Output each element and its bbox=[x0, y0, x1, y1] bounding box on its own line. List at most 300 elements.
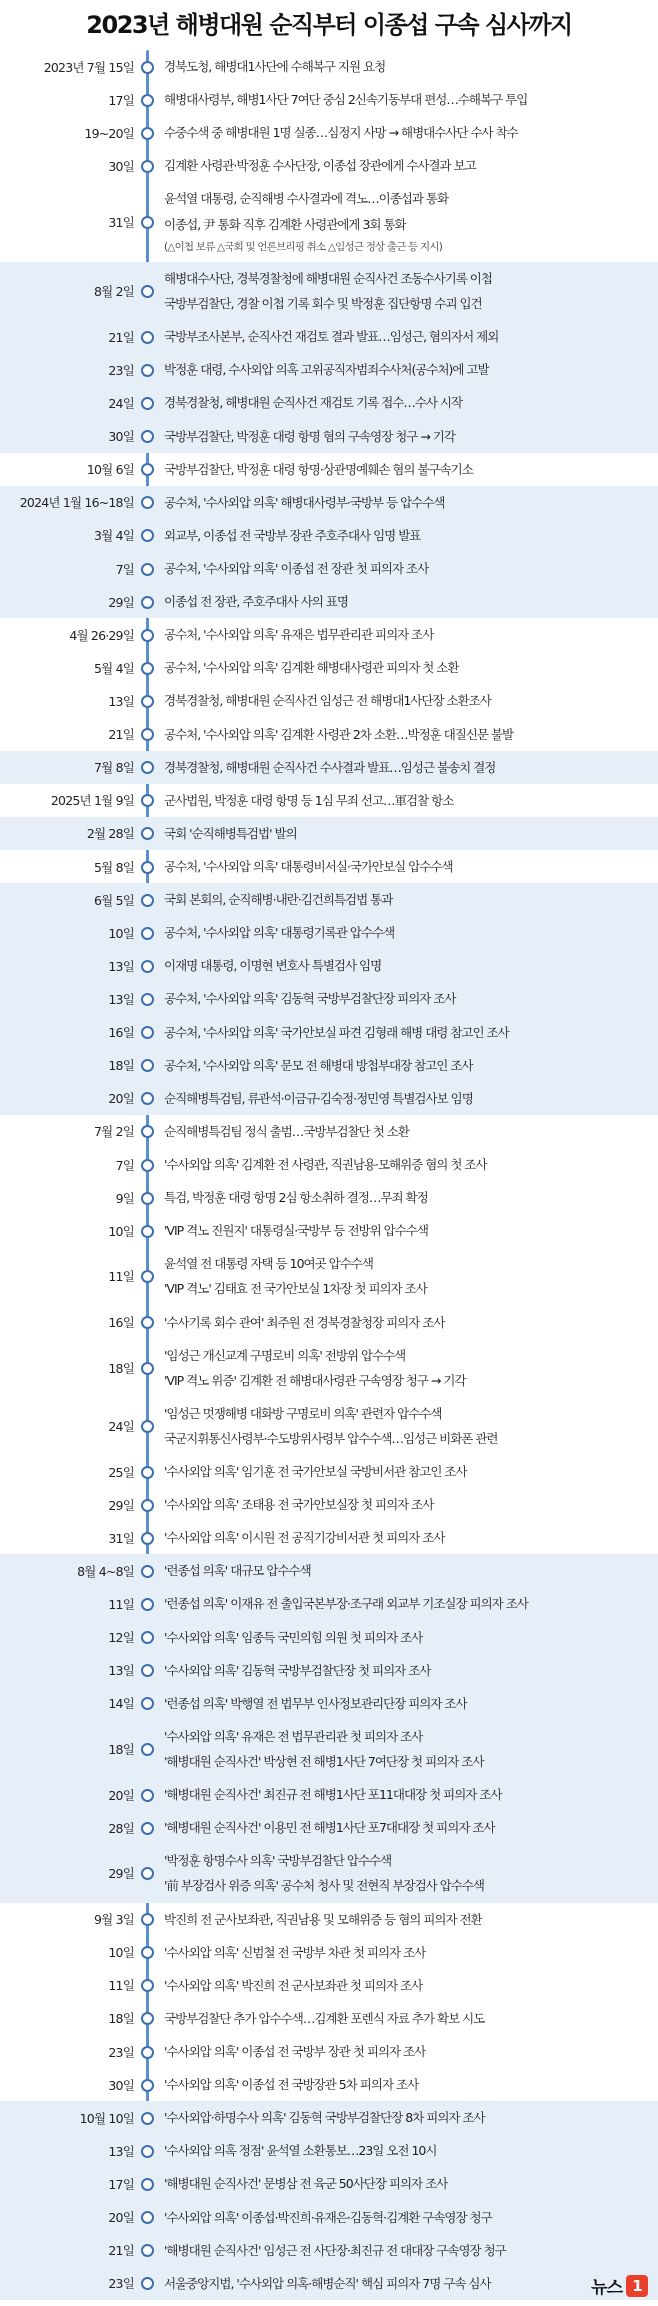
entry-date: 2023년 7월 15일 bbox=[43, 59, 134, 75]
entry-description bbox=[164, 1310, 646, 1335]
entry-line: 국회 '순직해병특검법' 발의 bbox=[164, 825, 297, 841]
entry-date: 21일 bbox=[108, 329, 134, 345]
entry-date: 2월 28일 bbox=[86, 826, 134, 842]
timeline-entry bbox=[0, 1397, 658, 1455]
entry-description bbox=[164, 2238, 646, 2263]
entry-line: '해병대원 순직사건' 임성근 전 사단장·최진규 전 대대장 구속영장 청구 bbox=[164, 2242, 506, 2258]
entry-date: 5월 8일 bbox=[93, 859, 134, 875]
entry-description bbox=[164, 1907, 646, 1932]
entry-line: 박정훈 대령, 수사외압 의혹 고위공직자범죄수사처(공수처)에 고발 bbox=[164, 362, 489, 378]
entry-line: 이재명 대통령, 이명현 변호사 특별검사 임명 bbox=[164, 958, 382, 974]
timeline-dot-icon bbox=[141, 1565, 154, 1578]
entry-line: 공수처, '수사외압 의혹' 김계환 해병대사령관 피의자 첫 소환 bbox=[164, 660, 459, 676]
entry-date: 23일 bbox=[108, 2044, 134, 2060]
entry-description bbox=[164, 2072, 646, 2097]
entry-date: 7일 bbox=[115, 561, 134, 577]
timeline-entry bbox=[0, 1214, 658, 1247]
timeline-dot-icon bbox=[141, 216, 154, 229]
timeline-dot-icon bbox=[141, 1159, 154, 1172]
entry-description bbox=[164, 490, 646, 515]
entry-date: 24일 bbox=[108, 1418, 134, 1434]
entry-date: 23일 bbox=[108, 2276, 134, 2292]
timeline-dot-icon bbox=[141, 430, 154, 443]
entry-description bbox=[164, 1940, 646, 1965]
entry-date: 5월 4일 bbox=[93, 660, 134, 676]
entry-date: 4월 26·29일 bbox=[69, 627, 134, 643]
entry-description bbox=[164, 953, 646, 978]
entry-date: 13일 bbox=[108, 2143, 134, 2159]
entry-line: '수사외압 의혹' 이종섭 전 국방장관 5차 피의자 조사 bbox=[164, 2077, 419, 2093]
timeline-entry bbox=[0, 684, 658, 717]
timeline-entry bbox=[0, 1903, 658, 1936]
entry-line: '수사기록 회수 관여' 최주원 전 경북경찰청장 피의자 조사 bbox=[164, 1314, 445, 1330]
entry-line: 국방부검찰단, 박정훈 대령 항명 혐의 구속영장 청구 → 기각 bbox=[164, 428, 455, 444]
timeline-entry bbox=[0, 1521, 658, 1554]
timeline-entry bbox=[0, 1148, 658, 1181]
timeline-dot-icon bbox=[141, 993, 154, 1006]
entry-line: 이종섭 전 장관, 주호주대사 사의 표명 bbox=[164, 594, 348, 610]
timeline-dot-icon bbox=[141, 1499, 154, 1512]
entry-description bbox=[164, 1558, 646, 1583]
entry-date: 10월 6일 bbox=[86, 462, 134, 478]
entry-line: '해병대원 순직사건' 박상현 전 해병1사단 7여단장 첫 피의자 조사 bbox=[164, 1754, 484, 1770]
entry-description bbox=[164, 1020, 646, 1045]
entry-description bbox=[164, 2039, 646, 2064]
entry-description bbox=[164, 1119, 646, 1144]
entry-date: 2024년 1월 16~18일 bbox=[19, 495, 134, 511]
timeline-entry bbox=[0, 1587, 658, 1620]
timeline-dot-icon bbox=[141, 1979, 154, 1992]
entry-description bbox=[164, 1691, 646, 1716]
entry-description bbox=[164, 2205, 646, 2230]
entry-line: '수사외압·하명수사 의혹' 김동혁 국방부검찰단장 8차 피의자 조사 bbox=[164, 2110, 485, 2126]
entry-description bbox=[164, 722, 646, 747]
timeline-dot-icon bbox=[141, 2046, 154, 2059]
timeline-dot-icon bbox=[141, 285, 154, 298]
entry-date: 10일 bbox=[108, 1945, 134, 1961]
timeline-entry bbox=[0, 883, 658, 916]
timeline-dot-icon bbox=[141, 2079, 154, 2092]
timeline-entry bbox=[0, 1811, 658, 1844]
timeline-entry bbox=[0, 182, 658, 262]
timeline-entry bbox=[0, 386, 658, 419]
timeline-entry bbox=[0, 2068, 658, 2101]
entry-line: 순직해병특검팀 정식 출범…국방부검찰단 첫 소환 bbox=[164, 1123, 409, 1139]
timeline-dot-icon bbox=[141, 1026, 154, 1039]
timeline-entry bbox=[0, 353, 658, 386]
entry-description bbox=[164, 1185, 646, 1210]
entry-date: 11일 bbox=[108, 1597, 134, 1613]
entry-description bbox=[164, 87, 646, 112]
entry-date: 31일 bbox=[108, 215, 134, 231]
entry-date: 13일 bbox=[108, 693, 134, 709]
timeline-entry bbox=[0, 2201, 658, 2234]
entry-description bbox=[164, 357, 646, 382]
entry-line: '前 부장검사 위증 의혹' 공수처 청사 및 전현직 부장검사 압수수색 bbox=[164, 1878, 485, 1894]
logo-text: 뉴스 bbox=[591, 2278, 622, 2298]
entry-line: '수사외압 의혹' 이종섭·박진희·유재은·김동혁·김계환 구속영장 청구 bbox=[164, 2209, 492, 2225]
entry-description bbox=[164, 821, 646, 846]
entry-date: 30일 bbox=[108, 2077, 134, 2093]
timeline-dot-icon bbox=[141, 61, 154, 74]
entry-date: 24일 bbox=[108, 395, 134, 411]
entry-line: 'VIP 격노 진원지' 대통령실·국방부 등 전방위 압수수색 bbox=[164, 1223, 428, 1239]
entry-description bbox=[164, 1053, 646, 1078]
entry-line: 외교부, 이종섭 전 국방부 장관 주호주대사 임명 발표 bbox=[164, 527, 421, 543]
entry-line: 공수처, '수사외압 의혹' 대통령비서실·국가안보실 압수수색 bbox=[164, 858, 453, 874]
timeline-entry bbox=[0, 817, 658, 850]
entry-description bbox=[164, 186, 646, 258]
entry-date: 13일 bbox=[108, 991, 134, 1007]
timeline-entry bbox=[0, 1181, 658, 1214]
timeline-dot-icon bbox=[141, 1913, 154, 1926]
entry-line: 국방부검찰단, 박정훈 대령 항명·상관명예훼손 혐의 불구속기소 bbox=[164, 461, 473, 477]
timeline-entry bbox=[0, 1554, 658, 1587]
entry-line: 공수처, '수사외압 의혹' 유재은 법무관리관 피의자 조사 bbox=[164, 627, 434, 643]
entry-date: 18일 bbox=[108, 2011, 134, 2027]
timeline-dot-icon bbox=[141, 1192, 154, 1205]
entry-description bbox=[164, 1251, 646, 1301]
timeline-dot-icon bbox=[141, 160, 154, 173]
entry-date: 3월 4일 bbox=[93, 528, 134, 544]
timeline-entry bbox=[0, 1016, 658, 1049]
entry-description bbox=[164, 1782, 646, 1807]
timeline-dot-icon bbox=[141, 1598, 154, 1611]
entry-line: '임성근 개신교계 구명로비 의혹' 전방위 압수수색 bbox=[164, 1347, 406, 1363]
entry-date: 29일 bbox=[108, 1497, 134, 1513]
timeline-entry bbox=[0, 486, 658, 519]
timeline-entry bbox=[0, 949, 658, 982]
entry-line: 'VIP 격노' 김태효 전 국가안보실 1차장 첫 피의자 조사 bbox=[164, 1281, 427, 1297]
timeline-dot-icon bbox=[141, 728, 154, 741]
timeline-entry bbox=[0, 149, 658, 182]
entry-line: 윤석열 대통령, 순직해병 수사결과에 격노…이종섭과 통화 bbox=[164, 191, 449, 207]
entry-description bbox=[164, 1218, 646, 1243]
timeline-dot-icon bbox=[141, 1789, 154, 1802]
entry-description bbox=[164, 1815, 646, 1840]
timeline-entry bbox=[0, 1049, 658, 1082]
entry-line: 경북경찰청, 해병대원 순직사건 임성근 전 해병대1사단장 소환조사 bbox=[164, 693, 491, 709]
entry-description bbox=[164, 1973, 646, 1998]
entry-description bbox=[164, 2138, 646, 2163]
timeline-dot-icon bbox=[141, 960, 154, 973]
timeline-dot-icon bbox=[141, 496, 154, 509]
logo-mark-icon: 1 bbox=[626, 2275, 648, 2297]
entry-description bbox=[164, 755, 646, 780]
entry-line: 공수처, '수사외압 의혹' 김계환 사령관 2차 소환…박정훈 대질신문 불발 bbox=[164, 726, 514, 742]
timeline-dot-icon bbox=[141, 1631, 154, 1644]
timeline-entry bbox=[0, 1936, 658, 1969]
news1-logo bbox=[591, 2273, 648, 2298]
entry-description bbox=[164, 920, 646, 945]
timeline-entry bbox=[0, 83, 658, 116]
timeline-entry bbox=[0, 1306, 658, 1339]
entry-line: '수사외압 의혹' 조태용 전 국가안보실장 첫 피의자 조사 bbox=[164, 1497, 434, 1513]
timeline-entry bbox=[0, 1778, 658, 1811]
entry-line: 경북경찰청, 해병대원 순직사건 재검토 기록 접수…수사 시작 bbox=[164, 395, 463, 411]
entry-line: '임성근 멋쟁해병 대화방 구명로비 의혹' 관련자 압수수색 bbox=[164, 1405, 442, 1421]
entry-description bbox=[164, 1591, 646, 1616]
entry-date: 12일 bbox=[108, 1630, 134, 1646]
timeline-entry bbox=[0, 751, 658, 784]
entry-date: 31일 bbox=[108, 1530, 134, 1546]
timeline-dot-icon bbox=[141, 331, 154, 344]
entry-line: 윤석열 전 대통령 자택 등 10여곳 압수수색 bbox=[164, 1256, 373, 1272]
entry-description bbox=[164, 2006, 646, 2031]
entry-date: 9월 3일 bbox=[93, 1912, 134, 1928]
entry-line: 공수처, '수사외압 의혹' 대통령기록관 압수수색 bbox=[164, 925, 395, 941]
timeline-entry bbox=[0, 2002, 658, 2035]
entry-date: 23일 bbox=[108, 362, 134, 378]
entry-line: '수사외압 의혹' 임기훈 전 국가안보실 국방비서관 참고인 조사 bbox=[164, 1464, 467, 1480]
entry-description bbox=[164, 986, 646, 1011]
timeline-dot-icon bbox=[141, 1532, 154, 1545]
timeline-dot-icon bbox=[141, 827, 154, 840]
timeline-entry bbox=[0, 116, 658, 149]
entry-line: 김계환 사령관·박정훈 수사단장, 이종섭 장관에게 수사결과 보고 bbox=[164, 158, 476, 174]
entry-line: '런종섭 의혹' 박행열 전 법무부 인사정보관리단장 피의자 조사 bbox=[164, 1695, 467, 1711]
timeline-dot-icon bbox=[141, 563, 154, 576]
entry-line: 국군지휘통신사령부·수도방위사령부 압수수색…임성근 비화폰 관련 bbox=[164, 1430, 498, 1446]
entry-date: 30일 bbox=[108, 429, 134, 445]
entry-date: 20일 bbox=[108, 2210, 134, 2226]
entry-note: (△이첩 보류 △국회 및 언론브리핑 취소 △임성근 정상 출근 등 지시) bbox=[164, 240, 443, 253]
timeline-entry bbox=[0, 1621, 658, 1654]
timeline-entry bbox=[0, 916, 658, 949]
timeline-entry bbox=[0, 1844, 658, 1902]
entry-description bbox=[164, 556, 646, 581]
entry-line: 수중수색 중 해병대원 1명 실종…심정지 사망 → 해병대수사단 수사 착수 bbox=[164, 125, 518, 141]
timeline-entry bbox=[0, 585, 658, 618]
entry-description bbox=[164, 1625, 646, 1650]
entry-line: '수사외압 의혹' 임종득 국민의힘 의원 첫 피의자 조사 bbox=[164, 1629, 423, 1645]
timeline-entry bbox=[0, 552, 658, 585]
entry-date: 10일 bbox=[108, 925, 134, 941]
entry-date: 14일 bbox=[108, 1696, 134, 1712]
timeline-dot-icon bbox=[141, 94, 154, 107]
timeline-dot-icon bbox=[141, 1743, 154, 1756]
timeline-dot-icon bbox=[141, 529, 154, 542]
timeline-entry bbox=[0, 2267, 658, 2300]
timeline-dot-icon bbox=[141, 1466, 154, 1479]
timeline-dot-icon bbox=[141, 2012, 154, 2025]
entry-description bbox=[164, 2271, 646, 2296]
entry-date: 2025년 1월 9일 bbox=[50, 793, 134, 809]
timeline-entry bbox=[0, 50, 658, 83]
timeline-dot-icon bbox=[141, 1664, 154, 1677]
entry-description bbox=[164, 589, 646, 614]
entry-line: 특검, 박정훈 대령 항명 2심 항소취하 결정…무죄 확정 bbox=[164, 1190, 428, 1206]
entry-description bbox=[164, 1459, 646, 1484]
entry-line: 군사법원, 박정훈 대령 항명 등 1심 무죄 선고…軍검찰 항소 bbox=[164, 792, 454, 808]
entry-description bbox=[164, 266, 646, 316]
timeline-entry bbox=[0, 1969, 658, 2002]
entry-date: 13일 bbox=[108, 958, 134, 974]
timeline-entry bbox=[0, 1488, 658, 1521]
entry-description bbox=[164, 153, 646, 178]
entry-line: '수사외압 의혹' 신범철 전 국방부 차관 첫 피의자 조사 bbox=[164, 1944, 426, 1960]
entry-date: 18일 bbox=[108, 1742, 134, 1758]
timeline-dot-icon bbox=[141, 1697, 154, 1710]
entry-line: 국방부검찰단, 경찰 이첩 기록 회수 및 박정훈 집단항명 수괴 입건 bbox=[164, 296, 482, 312]
timeline-dot-icon bbox=[141, 127, 154, 140]
entry-line: 경북도청, 해병대1사단에 수해복구 지원 요청 bbox=[164, 59, 386, 74]
timeline-dot-icon bbox=[141, 463, 154, 476]
entry-description bbox=[164, 688, 646, 713]
entry-date: 7월 2일 bbox=[93, 1124, 134, 1140]
timeline-dot-icon bbox=[141, 1059, 154, 1072]
timeline-dot-icon bbox=[141, 2178, 154, 2191]
entry-date: 21일 bbox=[108, 2243, 134, 2259]
timeline-dot-icon bbox=[141, 1270, 154, 1283]
timeline-entry bbox=[0, 453, 658, 486]
entry-date: 10일 bbox=[108, 1223, 134, 1239]
entry-date: 10월 10일 bbox=[79, 2110, 134, 2126]
timeline-entry bbox=[0, 784, 658, 817]
entry-description bbox=[164, 54, 646, 79]
timeline-entry bbox=[0, 618, 658, 651]
timeline-dot-icon bbox=[141, 1822, 154, 1835]
entry-line: '수사외압 의혹' 이시원 전 공직기강비서관 첫 피의자 조사 bbox=[164, 1530, 445, 1546]
timeline-dot-icon bbox=[141, 364, 154, 377]
entry-date: 11일 bbox=[108, 1269, 134, 1285]
entry-description bbox=[164, 788, 646, 813]
entry-description bbox=[164, 2171, 646, 2196]
entry-description bbox=[164, 1086, 646, 1111]
timeline-entry bbox=[0, 1247, 658, 1305]
entry-description bbox=[164, 1492, 646, 1517]
entry-line: 국방부조사본부, 순직사건 재검토 결과 발표…임성근, 혐의자서 제외 bbox=[164, 329, 499, 345]
entry-date: 9일 bbox=[115, 1190, 134, 1206]
timeline-entry bbox=[0, 420, 658, 453]
timeline-entry bbox=[0, 718, 658, 751]
entry-date: 13일 bbox=[108, 1663, 134, 1679]
entry-date: 29일 bbox=[108, 594, 134, 610]
timeline-entry bbox=[0, 2101, 658, 2134]
entry-date: 29일 bbox=[108, 1866, 134, 1882]
entry-line: 박진희 전 군사보좌관, 직권남용 및 모해위증 등 혐의 피의자 전환 bbox=[164, 1911, 482, 1927]
entry-description bbox=[164, 1152, 646, 1177]
entry-date: 11일 bbox=[108, 1978, 134, 1994]
timeline-entry bbox=[0, 1687, 658, 1720]
timeline-dot-icon bbox=[141, 695, 154, 708]
timeline-dot-icon bbox=[141, 1362, 154, 1375]
entry-date: 20일 bbox=[108, 1091, 134, 1107]
timeline-dot-icon bbox=[141, 2145, 154, 2158]
timeline-dot-icon bbox=[141, 596, 154, 609]
timeline-dot-icon bbox=[141, 861, 154, 874]
entry-line: '런종섭 의혹' 대규모 압수수색 bbox=[164, 1563, 311, 1579]
entry-line: 경북경찰청, 해병대원 순직사건 수사결과 발표…임성근 불송치 결정 bbox=[164, 759, 496, 775]
timeline-dot-icon bbox=[141, 1946, 154, 1959]
entry-line: 서울중앙지법, '수사외압 의혹·해병순직' 핵심 피의자 7명 구속 심사 bbox=[164, 2275, 491, 2291]
entry-line: 공수처, '수사외압 의혹' 해병대사령부·국방부 등 압수수색 bbox=[164, 494, 445, 510]
entry-line: 국방부검찰단 추가 압수수색…김계환 포렌식 자료 추가 확보 시도 bbox=[164, 2010, 485, 2026]
entry-description bbox=[164, 324, 646, 349]
entry-date: 28일 bbox=[108, 1820, 134, 1836]
entry-line: '수사외압 의혹 정점' 윤석열 소환통보…23일 오전 10시 bbox=[164, 2143, 437, 2159]
timeline bbox=[0, 50, 658, 2300]
entry-line: '수사외압 의혹' 박진희 전 군사보좌관 첫 피의자 조사 bbox=[164, 1977, 423, 1993]
timeline-entry bbox=[0, 1115, 658, 1148]
entry-description bbox=[164, 1848, 646, 1898]
timeline-dot-icon bbox=[141, 2211, 154, 2224]
timeline-dot-icon bbox=[141, 927, 154, 940]
entry-description bbox=[164, 1658, 646, 1683]
entry-date: 18일 bbox=[108, 1058, 134, 1074]
timeline-entry bbox=[0, 1455, 658, 1488]
entry-line: 국회 본회의, 순직해병·내란·김건희특검법 통과 bbox=[164, 892, 393, 908]
timeline-dot-icon bbox=[141, 629, 154, 642]
timeline-entry bbox=[0, 320, 658, 353]
page-title: 2023년 해병대원 순직부터 이종섭 구속 심사까지 bbox=[86, 11, 572, 39]
entry-description bbox=[164, 120, 646, 145]
timeline-dot-icon bbox=[141, 662, 154, 675]
entry-line: '수사외압 의혹' 김계환 전 사령관, 직권남용·모해위증 혐의 첫 조사 bbox=[164, 1156, 487, 1172]
entry-description bbox=[164, 390, 646, 415]
entry-date: 6월 5일 bbox=[93, 892, 134, 908]
entry-description bbox=[164, 1401, 646, 1451]
entry-description bbox=[164, 523, 646, 548]
entry-date: 17일 bbox=[108, 2177, 134, 2192]
entry-line: '수사외압 의혹' 김동혁 국방부검찰단장 첫 피의자 조사 bbox=[164, 1662, 431, 1678]
entry-description bbox=[164, 2105, 646, 2130]
timeline-entry bbox=[0, 1082, 658, 1115]
entry-date: 20일 bbox=[108, 1787, 134, 1803]
timeline-dot-icon bbox=[141, 1867, 154, 1880]
timeline-entry bbox=[0, 1720, 658, 1778]
timeline-entry bbox=[0, 2167, 658, 2200]
timeline-entry bbox=[0, 2234, 658, 2267]
entry-line: 공수처, '수사외압 의혹' 이종섭 전 장관 첫 피의자 조사 bbox=[164, 560, 429, 576]
entry-date: 21일 bbox=[108, 727, 134, 743]
timeline-dot-icon bbox=[141, 1225, 154, 1238]
entry-description bbox=[164, 424, 646, 449]
entry-description bbox=[164, 457, 646, 482]
entry-line: 공수처, '수사외압 의혹' 국가안보실 파견 김형래 해병 대령 참고인 조사 bbox=[164, 1024, 509, 1040]
entry-description bbox=[164, 655, 646, 680]
entry-date: 7일 bbox=[115, 1157, 134, 1173]
entry-date: 19~20일 bbox=[84, 125, 134, 141]
entry-line: '수사외압 의혹' 유재은 전 법무관리관 첫 피의자 조사 bbox=[164, 1728, 423, 1744]
entry-line: '해병대원 순직사건' 이용민 전 해병1사단 포7대대장 첫 피의자 조사 bbox=[164, 1820, 495, 1836]
entry-line: 'VIP 격노 위증' 김계환 전 해병대사령관 구속영장 청구 → 기각 bbox=[164, 1372, 466, 1388]
timeline-entry bbox=[0, 982, 658, 1015]
timeline-entry bbox=[0, 262, 658, 320]
entry-line: 공수처, '수사외압 의혹' 김동혁 국방부검찰단장 피의자 조사 bbox=[164, 991, 456, 1007]
timeline-entry bbox=[0, 651, 658, 684]
timeline-entry bbox=[0, 519, 658, 552]
entry-line: '해병대원 순직사건' 문병삼 전 육군 50사단장 피의자 조사 bbox=[164, 2176, 448, 2192]
timeline-dot-icon bbox=[141, 2112, 154, 2125]
entry-date: 30일 bbox=[108, 158, 134, 174]
timeline-entry bbox=[0, 2134, 658, 2167]
timeline-dot-icon bbox=[141, 894, 154, 907]
timeline-dot-icon bbox=[141, 1420, 154, 1433]
entry-description bbox=[164, 854, 646, 879]
entry-description bbox=[164, 622, 646, 647]
entry-line: 순직해병특검팀, 류관석·이금규·김숙정·정민영 특별검사보 임명 bbox=[164, 1090, 473, 1106]
entry-date: 8월 4~8일 bbox=[77, 1563, 134, 1579]
entry-date: 25일 bbox=[108, 1464, 134, 1480]
entry-line: 공수처, '수사외압 의혹' 문모 전 해병대 방첩부대장 참고인 조사 bbox=[164, 1057, 473, 1073]
timeline-entry bbox=[0, 850, 658, 883]
entry-date: 16일 bbox=[108, 1315, 134, 1331]
entry-line: '런종섭 의혹' 이재유 전 출입국본부장·조구래 외교부 기조실장 피의자 조사 bbox=[164, 1596, 528, 1612]
timeline-dot-icon bbox=[141, 2244, 154, 2257]
entry-date: 18일 bbox=[108, 1360, 134, 1376]
timeline-entry bbox=[0, 2035, 658, 2068]
